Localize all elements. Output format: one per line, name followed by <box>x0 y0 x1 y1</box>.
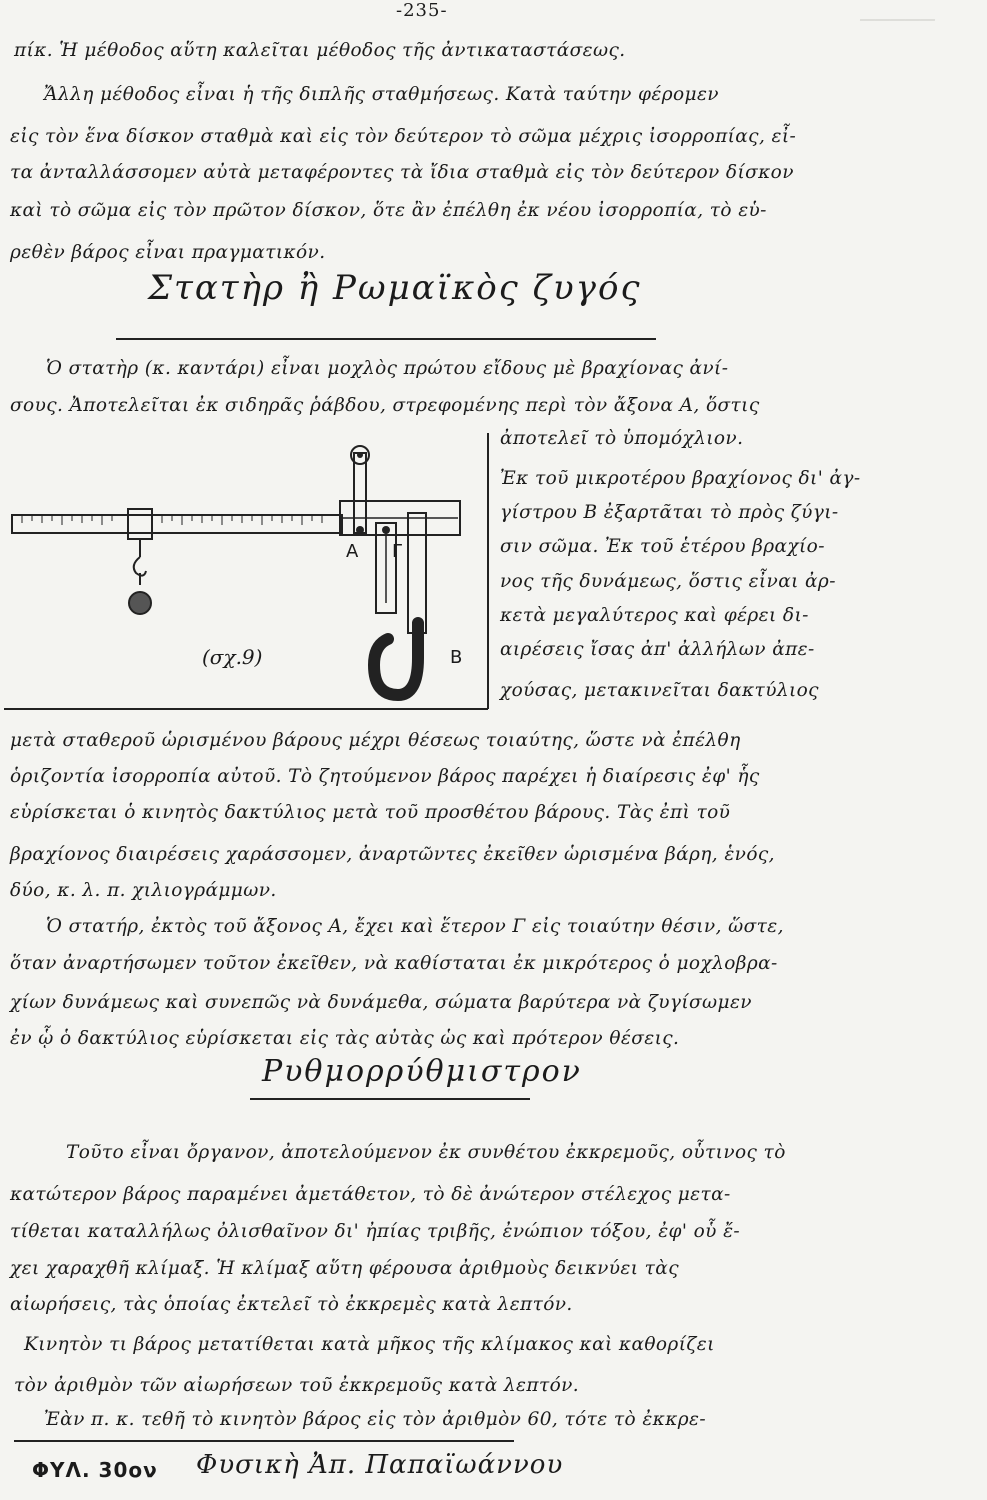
figure-caption: (σχ.9) <box>202 645 263 669</box>
side-text-line: κετὰ μεγαλύτερος καὶ φέρει δι- <box>500 605 809 626</box>
text-line: Ἄλλη μέθοδος εἶναι ἡ τῆς διπλῆς σταθμήσεως. Κατὰ ταύτην φέρομεν <box>44 84 719 105</box>
method-sentence: πίκ. Ἡ μέθοδος αὕτη καλεῖται μέθοδος τῆς ἀντικαταστάσεως. <box>14 40 626 61</box>
side-text-line: Ἐκ τοῦ μικροτέρου βραχίονος δι' ἀγ- <box>500 468 861 489</box>
side-text-line: γίστρου Β ἐξαρτᾶται τὸ πρὸς ζύγι- <box>500 502 839 523</box>
side-text-line: σιν σῶμα. Ἐκ τοῦ ἑτέρου βραχίο- <box>500 536 825 557</box>
text-line: ρεθὲν βάρος εἶναι πραγματικόν. <box>10 242 326 263</box>
bleed-through-texture: ――――― <box>860 10 935 28</box>
section-heading: Ρυθμορρύθμιστρον <box>262 1054 582 1089</box>
text-line: Τοῦτο εἶναι ὄργανον, ἀποτελούμενον ἐκ συνθέτου ἐκκρεμοῦς, οὗτινος τὸ <box>66 1142 786 1163</box>
text-line: κατώτερον βάρος παραμένει ἀμετάθετον, τὸ δὲ ἀνώτερον στέλεχος μετα- <box>10 1184 731 1205</box>
page-number: -235- <box>396 0 448 21</box>
text-line: σους. Ἀποτελεῖται ἐκ σιδηρᾶς ῥάβδου, στρεφομένης περὶ τὸν ἄξονα Α, ὅστις <box>10 395 760 416</box>
text-line: δύο, κ. λ. π. χιλιογράμμων. <box>10 880 277 901</box>
side-text-line: ἀποτελεῖ τὸ ὑπομόχλιον. <box>500 428 744 449</box>
text-line: τα ἀνταλλάσσομεν αὐτὰ μεταφέροντες τὰ ἴδια σταθμὰ εἰς τὸν δεύτερον δίσκον <box>10 162 794 183</box>
text-line: τὸν ἀριθμὸν τῶν αἰωρήσεων τοῦ ἐκκρεμοῦς κατὰ λεπτόν. <box>14 1375 580 1396</box>
label-a: Α <box>346 541 359 562</box>
text-line <box>14 38 626 64</box>
steelyard-figure <box>2 433 492 713</box>
text-line: Ὁ στατὴρ (κ. καντάρι) εἶναι μοχλὸς πρώτου εἴδους μὲ βραχίονας ἀνί- <box>46 358 729 379</box>
text-line: μετὰ σταθεροῦ ὡρισμένου βάρους μέχρι θέσεως τοιαύτης, ὥστε νὰ ἐπέλθη <box>10 730 741 751</box>
text-line: εὑρίσκεται ὁ κινητὸς δακτύλιος μετὰ τοῦ προσθέτου βάρους. Τὰς ἐπὶ τοῦ <box>10 802 731 823</box>
sheet-number: ΦΥΛ. 30ον <box>32 1458 158 1482</box>
text-line: εἰς τὸν ἕνα δίσκον σταθμὰ καὶ εἰς τὸν δεύτερον τὸ σῶμα μέχρις ἰσορροπίας, εἶ- <box>10 126 797 147</box>
text-line: Ἐὰν π. κ. τεθῆ τὸ κινητὸν βάρος εἰς τὸν ἀριθμὸν 60, τότε τὸ ἐκκρε- <box>44 1409 706 1430</box>
text-line: χει χαραχθῆ κλίμαξ. Ἡ κλίμαξ αὕτη φέρουσα ἀριθμοὺς δεικνύει τὰς <box>10 1258 679 1279</box>
text-line: αἰωρήσεις, τὰς ὁποίας ἐκτελεῖ τὸ ἐκκρεμὲς κατὰ λεπτόν. <box>10 1294 573 1315</box>
text-line: Ὁ στατήρ, ἐκτὸς τοῦ ἄξονος Α, ἔχει καὶ ἕτερον Γ εἰς τοιαύτην θέσιν, ὥστε, <box>46 916 784 937</box>
text-line: ἐν ᾧ ὁ δακτύλιος εὑρίσκεται εἰς τὰς αὐτὰς ὡς καὶ πρότερον θέσεις. <box>10 1028 680 1049</box>
text-line: χίων δυνάμεως καὶ συνεπῶς νὰ δυνάμεθα, σώματα βαρύτερα νὰ ζυγίσωμεν <box>10 992 752 1013</box>
heading-underline <box>250 1098 530 1100</box>
label-b: Β <box>450 647 463 668</box>
text-line: τίθεται καταλλήλως ὀλισθαῖνον δι' ἠπίας τριβῆς, ἐνώπιον τόξου, ἐφ' οὗ ἔ- <box>10 1221 741 1242</box>
side-text-line: νος τῆς δυνάμεως, ὅστις εἶναι ἀρ- <box>500 571 836 592</box>
text-line: ὁριζοντία ἰσορροπία αὐτοῦ. Τὸ ζητούμενον βάρος παρέχει ἡ διαίρεσις ἐφ' ἧς <box>10 766 760 787</box>
label-g: Γ <box>392 541 403 562</box>
side-text-line: αιρέσεις ἴσας ἀπ' ἀλλήλων ἀπε- <box>500 639 815 660</box>
text-line: βραχίονος διαιρέσεις χαράσσομεν, ἀναρτῶντες ἐκεῖθεν ὡρισμένα βάρη, ἑνός, <box>10 844 775 865</box>
book-author: Φυσικὴ Ἀπ. Παπαϊωάννου <box>196 1450 564 1480</box>
text-line: Κινητὸν τι βάρος μετατίθεται κατὰ μῆκος τῆς κλίμακος καὶ καθορίζει <box>24 1334 715 1355</box>
heading-underline <box>116 338 656 340</box>
footer-rule <box>14 1440 514 1442</box>
text-line: ὅταν ἀναρτήσωμεν τοῦτον ἐκεῖθεν, νὰ καθίσταται ἐκ μικρότερος ὁ μοχλοβρα- <box>10 953 778 974</box>
steelyard-drawing <box>2 433 492 713</box>
section-heading: Στατὴρ ἢ Ρωμαϊκὸς ζυγός <box>148 268 642 308</box>
text-line: καὶ τὸ σῶμα εἰς τὸν πρῶτον δίσκον, ὅτε ἂν ἐπέλθη ἐκ νέου ἰσορροπία, τὸ εὑ- <box>10 200 767 221</box>
side-text-line: χούσας, μετακινεῖται δακτύλιος <box>500 680 819 701</box>
